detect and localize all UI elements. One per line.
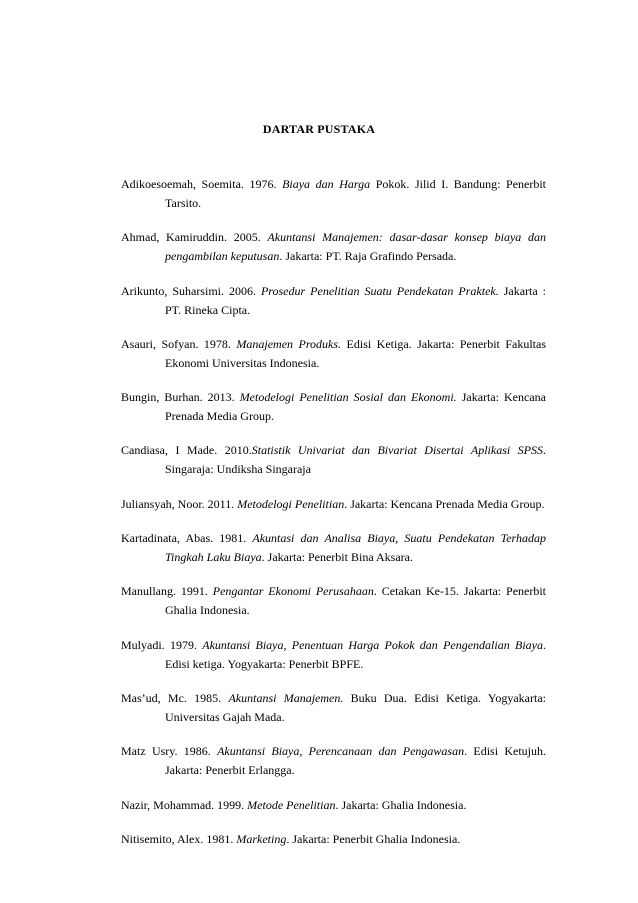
reference-publisher: Jakarta: Kencana Prenada Media Group. <box>165 390 546 424</box>
reference-item <box>121 742 546 780</box>
reference-item <box>121 441 546 479</box>
reference-title: Metodelogi Penelitian <box>237 496 345 511</box>
reference-item <box>121 796 546 815</box>
reference-publisher: . Jakarta: Kencana Prenada Media Group. <box>344 496 545 511</box>
reference-item <box>121 175 546 213</box>
reference-publisher: . Cetakan Ke-15. Jakarta: Penerbit Ghalia Indonesia. <box>165 584 547 618</box>
reference-item <box>121 388 546 426</box>
reference-item <box>121 689 546 727</box>
reference-author-year: Juliansyah, Noor. 2011. <box>121 496 238 511</box>
reference-publisher: . Jakarta: Penerbit Ghalia Indonesia. <box>286 831 461 846</box>
reference-title: Manajemen Produks. <box>236 336 342 351</box>
reference-item <box>121 228 546 266</box>
reference-item <box>121 582 546 620</box>
reference-author-year: Nitisemito, Alex. 1981. <box>121 831 237 846</box>
reference-publisher: . Singaraja: Undiksha Singaraja <box>165 443 547 477</box>
reference-item <box>121 282 546 320</box>
reference-author-year: Mulyadi. 1979. <box>121 637 203 652</box>
reference-author-year: Matz Usry. 1986. <box>121 744 218 759</box>
reference-title: Biaya dan Harga <box>282 177 371 191</box>
reference-publisher: . Jakarta: Ghalia Indonesia. <box>335 797 467 812</box>
reference-title: Metode Penelitian <box>247 797 336 812</box>
reference-title: Metodelogi Penelitian Sosial dan Ekonomi. <box>239 390 457 405</box>
reference-author-year: Manullang. 1991. <box>121 584 213 599</box>
reference-publisher: . Jakarta: Penerbit Bina Aksara. <box>261 550 413 565</box>
reference-author-year: Asauri, Sofyan. 1978. <box>121 336 237 351</box>
reference-author-year: Nazir, Mohammad. 1999. <box>121 797 248 812</box>
reference-author-year: Arikunto, Suharsimi. 2006. <box>121 283 261 298</box>
reference-author-year: Bungin, Burhan. 2013. <box>121 390 240 405</box>
reference-publisher: . Edisi ketiga. Yogyakarta: Penerbit BPFE. <box>165 637 546 671</box>
reference-publisher: . Jakarta: PT. Raja Grafindo Persada. <box>279 249 457 264</box>
reference-author-year: Mas’ud, Mc. 1985. <box>121 690 229 705</box>
reference-author-year: Candiasa, I Made. 2010. <box>121 443 252 458</box>
reference-item <box>121 830 546 849</box>
reference-publisher: Jakarta : PT. Rineka Cipta. <box>165 283 546 317</box>
reference-publisher: Pokok. Jilid I. Bandung: Penerbit Tarsito. <box>165 177 547 210</box>
reference-title: Prosedur Penelitian Suatu Pendekatan Praktek. <box>260 283 499 298</box>
reference-title: Akuntansi Manajemen. <box>228 690 344 705</box>
reference-item <box>121 335 546 373</box>
reference-item <box>121 636 546 674</box>
reference-publisher: Edisi Ketiga. Jakarta: Penerbit Fakultas Ekonomi Universitas Indonesia. <box>165 336 547 370</box>
reference-item <box>121 529 546 567</box>
reference-title: Akuntasi dan Analisa Biaya, Suatu Pendekatan Terhadap Tingkah Laku Biaya <box>165 531 546 565</box>
page-title: DARTAR PUSTAKA <box>262 122 376 136</box>
reference-author-year: Adikoesoemah, Soemita. 1976. <box>121 177 283 191</box>
reference-author-year: Kartadinata, Abas. 1981. <box>121 531 253 546</box>
reference-publisher: Buku Dua. Edisi Ketiga. Yogyakarta: Universitas Gajah Mada. <box>165 690 546 724</box>
reference-title: Akuntansi Biaya, Penentuan Harga Pokok dan Pengendalian Biaya <box>202 637 543 652</box>
reference-title: Pengantar Ekonomi Perusahaan <box>212 584 374 599</box>
reference-author-year: Ahmad, Kamiruddin. 2005. <box>121 230 268 245</box>
reference-title: Akuntansi Manajemen: dasar-dasar konsep biaya dan pengambilan keputusan <box>165 230 546 264</box>
reference-item <box>121 495 546 514</box>
reference-title: Marketing <box>236 831 287 846</box>
reference-publisher: . Edisi Ketujuh. Jakarta: Penerbit Erlangga. <box>165 744 546 778</box>
reference-list <box>121 175 546 864</box>
reference-title: Statistik Univariat dan Bivariat Disertai Aplikasi SPSS <box>251 443 544 458</box>
reference-title: Akuntansi Biaya, Perencanaan dan Pengawasan <box>217 744 465 759</box>
